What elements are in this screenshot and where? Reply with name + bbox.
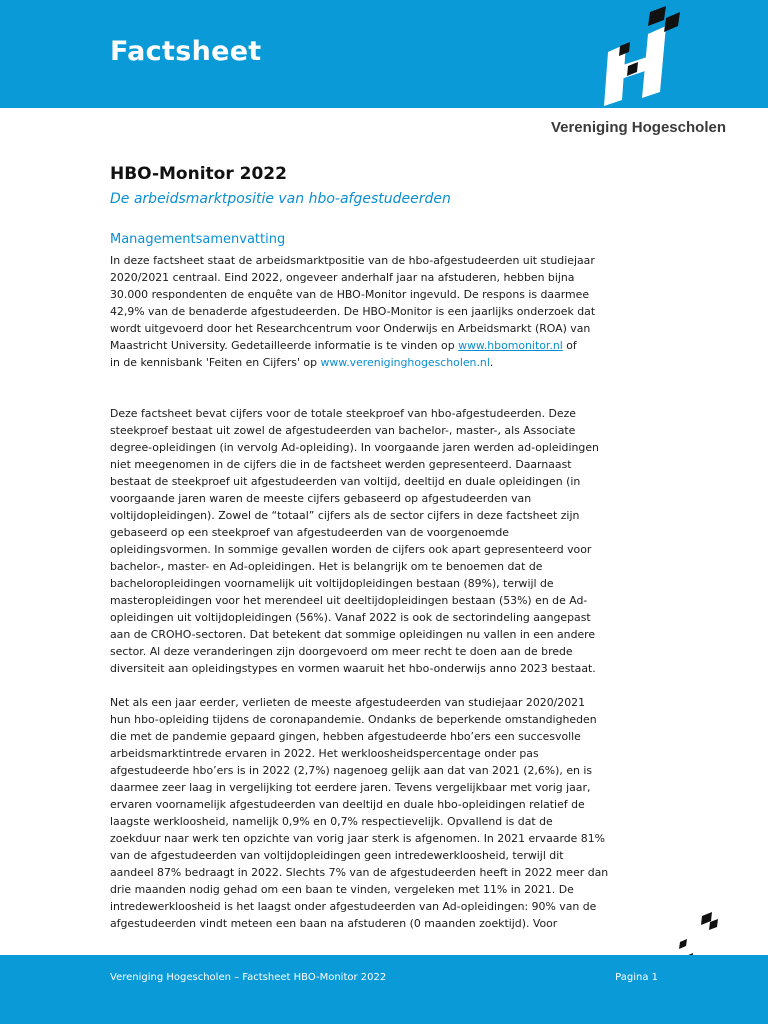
paragraph-line: wordt uitgevoerd door het Researchcentrum voor Onderwijs en Arbeidsmarkt (ROA) van: [110, 322, 591, 335]
paragraph-line: daarmee zeer laag in vergelijking tot eerdere jaren. Tevens vergelijkbaar met vorig jaar,: [110, 781, 591, 794]
paragraph-line: niet meegenomen in de cijfers die in de factsheet werden gepresenteerd. Daarnaast: [110, 458, 572, 471]
paragraph-line: In deze factsheet staat de arbeidsmarktpositie van de hbo-afgestudeerden uit studiejaar: [110, 254, 595, 267]
paragraph-line: voorgaande jaren waren de meeste cijfers gebaseerd op afgestudeerden van: [110, 492, 532, 505]
paragraph-line: 42,9% van de benaderde afgestudeerden. De HBO-Monitor is een jaarlijks onderzoek dat: [110, 305, 596, 318]
hbomonitor-link[interactable]: www.hbomonitor.nl: [458, 339, 563, 352]
paragraph-line: ervaren voornamelijk afgestudeerden van deeltijd en duale hbo-opleidingen relatief de: [110, 798, 585, 811]
paragraph-line: 30.000 respondenten de enquête van de HBO-Monitor ingevuld. De respons is daarmee: [110, 288, 590, 301]
line-text: .: [489, 356, 494, 369]
paragraph-line: voltijdopleidingen). Zowel de “totaal” cijfers als de sector cijfers in deze factsheet zijn: [110, 509, 580, 522]
paragraph-line: laagste werkloosheid, namelijk 0,9% en 0,7% respectievelijk. Opvallend is dat de: [110, 815, 553, 828]
paragraph-line: bachelor-, master- en Ad-opleidingen. Het is belangrijk om te benoemen dat de: [110, 560, 543, 573]
document-title: HBO-Monitor 2022: [110, 164, 287, 184]
paragraph-line: Net als een jaar eerder, verlieten de meeste afgestudeerden van studiejaar 2020/2021: [110, 696, 586, 709]
paragraph-line: 2020/2021 centraal. Eind 2022, ongeveer anderhalf jaar na afstuderen, hebben bijna: [110, 271, 575, 284]
paragraph-line: opleidingsvormen. In sommige gevallen worden de cijfers ook apart gepresenteerd voor: [110, 543, 592, 556]
paragraph-line: [110, 337, 670, 354]
organization-name: Vereniging Hogescholen: [550, 119, 726, 136]
paragraph-line: intredewerkloosheid is het laagst onder afgestudeerden van Ad-opleidingen: 90% van de: [110, 900, 597, 913]
paragraph-line: afgestudeerde hbo’ers is in 2022 (2,7%) nagenoeg gelijk aan dat van 2021 (2,6%), en is: [110, 764, 593, 777]
line-text: of: [562, 339, 577, 352]
paragraph-line: afgestudeerden vindt meteen een baan na afstuderen (0 maanden zoektijd). Voor: [110, 917, 558, 930]
footer-document-label: Vereniging Hogescholen – Factsheet HBO-Monitor 2022: [110, 972, 387, 983]
paragraph-line: zoekduur naar werk ten opzichte van vorig jaar sterk is afgenomen. In 2021 ervaarde 81%: [110, 832, 606, 845]
line-text: Maastricht University. Gedetailleerde informatie is te vinden op: [110, 339, 459, 352]
header-title: Factsheet: [110, 36, 262, 67]
paragraph-line: arbeidsmarktintrede ervaren in 2022. Het werkloosheidspercentage onder pas: [110, 747, 539, 760]
paragraph-line: sector. Al deze veranderingen zijn doorgevoerd om meer recht te doen aan de brede: [110, 645, 573, 658]
paragraph-line: Deze factsheet bevat cijfers voor de totale steekproef van hbo-afgestudeerden. Deze: [110, 407, 577, 420]
paragraph-line: bacheloropleidingen voornamelijk uit voltijdopleidingen bestaan (89%), terwijl de: [110, 577, 554, 590]
paragraph-line: [110, 354, 670, 371]
document-subtitle: De arbeidsmarktpositie van hbo-afgestudeerden: [110, 191, 451, 207]
vereniginghogescholen-link[interactable]: www.vereniginghogescholen.nl: [320, 356, 490, 369]
paragraph-line: hun hbo-opleiding tijdens de coronapandemie. Ondanks de beperkende omstandigheden: [110, 713, 597, 726]
paragraph-line: aan de CROHO-sectoren. Dat betekent dat sommige opleidingen nu vallen in een andere: [110, 628, 596, 641]
paragraph-line: drie maanden nodig gehad om een baan te vinden, vergeleken met 11% in 2021. De: [110, 883, 574, 896]
footer-page-number: Pagina 1: [615, 972, 658, 983]
body-text: [110, 252, 670, 932]
footer-band: [0, 955, 768, 1024]
vereniging-hogescholen-logo-icon: [600, 4, 680, 106]
paragraph-3: [110, 694, 670, 932]
line-text: in de kennisbank 'Feiten en Cijfers' op: [110, 356, 321, 369]
paragraph-line: diversiteit aan opleidingstypes en vormen waaruit het hbo-onderwijs anno 2023 bestaat.: [110, 662, 596, 675]
paragraph-line: opleidingen uit voltijdopleidingen (56%). Vanaf 2022 is ook de sectorindeling aangepast: [110, 611, 591, 624]
paragraph-line: masteropleidingen voor het merendeel uit deeltijdopleidingen bestaan (53%) en de Ad-: [110, 594, 588, 607]
paragraph-line: aandeel 87% bedraagt in 2022. Slechts 7% van de afgestudeerden heeft in 2022 meer dan: [110, 866, 609, 879]
paragraph-2: [110, 405, 670, 677]
paragraph-line: degree-opleidingen (in vervolg Ad-opleiding). In voorgaande jaren werden ad-opleidingen: [110, 441, 599, 454]
paragraph-line: van de afgestudeerden van voltijdopleidingen geen intredewerkloosheid, terwijl dit: [110, 849, 564, 862]
paragraph-line: bestaat de steekproef uit afgestudeerden van voltijd, deeltijd en duale opleidingen (in: [110, 475, 581, 488]
section-heading: Managementsamenvatting: [110, 232, 286, 247]
paragraph-line: steekproef bestaat uit zowel de afgestudeerden van bachelor-, master-, als Associate: [110, 424, 576, 437]
paragraph-line: die met de pandemie gepaard gingen, hebben afgestudeerde hbo’ers een succesvolle: [110, 730, 581, 743]
paragraph-line: gebaseerd op een steekproef van afgestudeerden van de voorgenoemde: [110, 526, 509, 539]
